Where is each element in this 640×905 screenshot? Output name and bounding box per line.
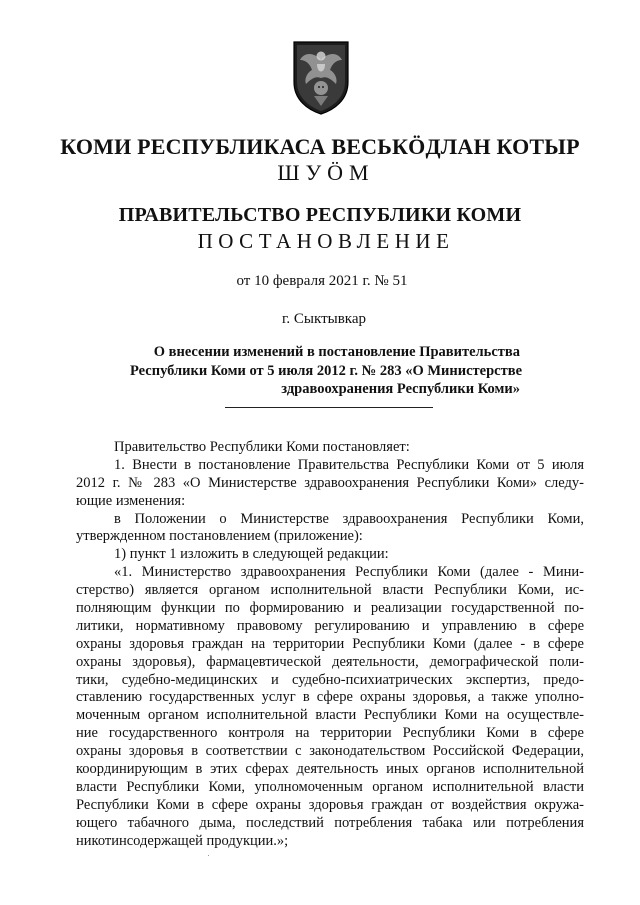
body-line: литики, нормативному правовому регулированию и управлению в сфере [76, 617, 584, 634]
body-line: 1. Внести в постановление Правительства Республики Коми от 5 июля [114, 456, 584, 473]
body-line: полняющим функции по формированию и реализации государственной по- [76, 600, 584, 617]
subject-divider [225, 407, 433, 408]
komi-republic-government-title: КОМИ РЕСПУБЛИКАСА ВЕСЬКӦДЛАН КОТЫР [60, 134, 580, 159]
body-line: тики, судебно-медицинских и судебно-психиатрических экспертиз, предо- [76, 671, 584, 688]
body-line: ние государственного контроля на территории Республики Коми в сфере [76, 725, 584, 742]
coat-of-arms-emblem [290, 38, 352, 116]
body-line: в Положении о Министерстве здравоохранения Республики Коми, [114, 510, 584, 527]
decree-body [76, 439, 584, 850]
decree-subject [130, 343, 523, 399]
russian-decree-title: ПОСТАНОВЛЕНИЕ [197, 229, 455, 253]
body-line: охраны здоровья граждан на территории Республики Коми (далее - в сфере [76, 635, 584, 652]
komi-decree-title: ШУӦМ [277, 160, 375, 185]
body-line: Республики Коми в сфере охраны здоровья граждан от воздействия окружа- [76, 796, 584, 813]
decree-date-number: от 10 февраля 2021 г. № 51 [236, 273, 408, 289]
subject-line: О внесении изменений в постановление Правительства [153, 344, 520, 360]
body-line: «1. Министерство здравоохранения Республики Коми (далее - Мини- [114, 564, 584, 581]
body-line: 1) пункт 1 изложить в следующей редакции: [114, 546, 389, 563]
body-line: охраны здоровья), фармацевтической деятельности, демографической поли- [76, 653, 584, 670]
russian-government-title: ПРАВИТЕЛЬСТВО РЕСПУБЛИКИ КОМИ [118, 204, 522, 226]
body-line: никотинсодержащей продукции.»; [76, 832, 289, 849]
body-line: координирующим в этих сферах деятельность иных органов исполнительной [76, 761, 584, 778]
body-line: охраны здоровья в соответствии с законодательством Российской Федерации, [76, 743, 584, 760]
city-name: г. Сыктывкар [281, 311, 367, 327]
body-line: 2012 г. № 283 «О Министерстве здравоохранения Республики Коми» следу- [76, 474, 584, 491]
body-line: ющего табачного дыма, последствий потребления табака или потребления [76, 814, 584, 831]
body-line: власти Республики Коми, уполномоченным органом исполнительной власти [76, 778, 584, 795]
body-line: ставлению государственных услуг в сфере охраны здоровья, а также уполно- [76, 689, 584, 706]
scan-speck [208, 855, 209, 856]
body-line: утвержденном постановлением (приложение): [76, 528, 363, 545]
body-line: Правительство Республики Коми постановляет: [114, 439, 410, 455]
body-line: моченным органом исполнительной власти Республики Коми на осуществле- [76, 707, 584, 724]
body-line: стерство) является органом исполнительной власти Республики Коми, ис- [76, 582, 584, 599]
body-line: ющие изменения: [76, 492, 186, 509]
subject-line: здравоохранения Республики Коми» [281, 381, 520, 397]
subject-line: Республики Коми от 5 июля 2012 г. № 283 «О Министерстве [130, 362, 523, 379]
